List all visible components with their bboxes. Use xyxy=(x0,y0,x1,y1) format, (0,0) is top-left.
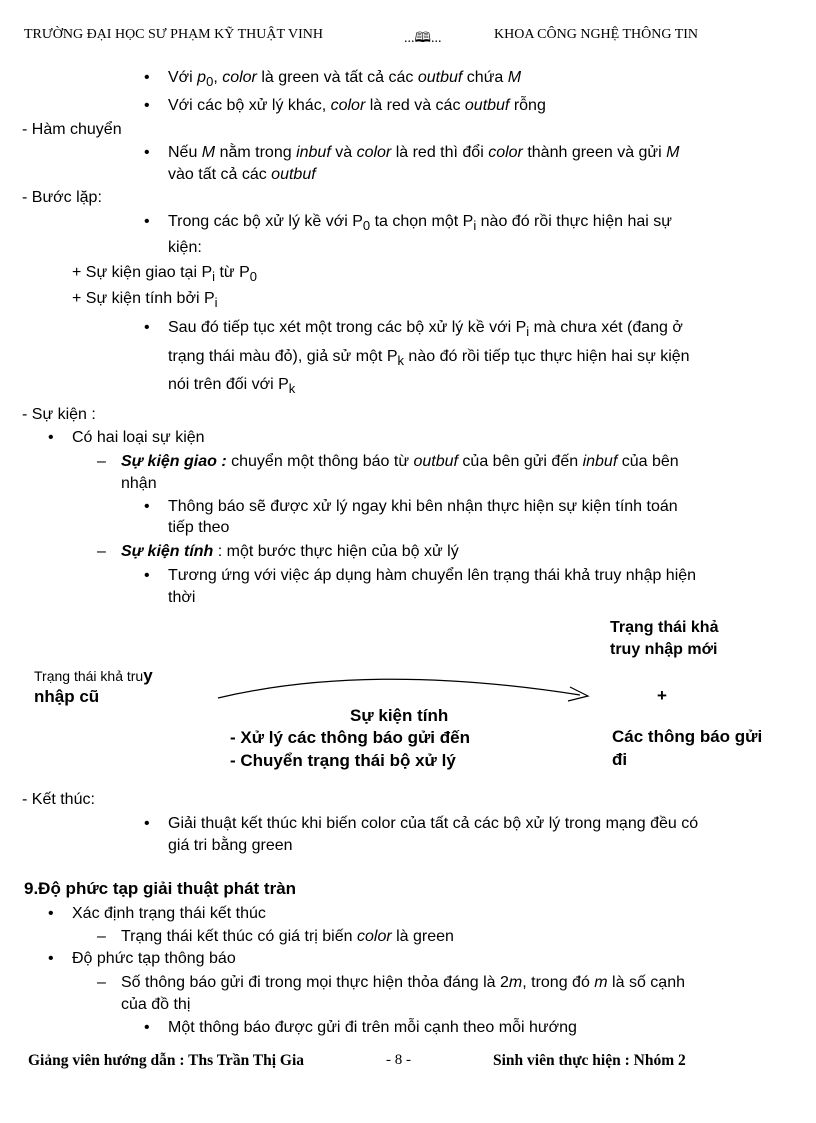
transfer-bullet: • Nếu M nằm trong inbuf và color là red thì đổi color thành green và gửi M xyxy=(168,143,679,163)
end-bullet: • Giải thuật kết thúc khi biến color của tất cả các bộ xử lý trong mạng đều có xyxy=(168,814,698,834)
complexity-bullet-1: • Xác định trạng thái kết thúc xyxy=(72,904,266,924)
loop-bullet-2-cont-1: trạng thái màu đỏ), giả sử một $P_k$ nào đó rồi tiếp tục thực hiện hai sự kiện xyxy=(168,348,690,369)
loop-bullet-2: • Sau đó tiếp tục xét một trong các bộ xử lý kề với $P_i$ mà chưa xét (đang ở xyxy=(168,318,683,342)
diagram-change-state: - Chuyển trạng thái bộ xử lý xyxy=(230,751,456,770)
diagram-compute-event: Sự kiện tính xyxy=(350,706,449,725)
section-title: 9.Độ phức tạp giải thuật phát tràn xyxy=(24,879,297,898)
loop-bullet-1: • Trong các bộ xử lý kề với $P_0$ ta chọn một $P_i$ nào đó rồi thực hiện hai sự xyxy=(168,212,672,236)
diagram-plus: + xyxy=(657,686,667,705)
loop-heading: - Bước lặp: xyxy=(22,189,102,206)
footer-instructor: Giảng viên hướng dẫn : Ths Trần Thị Gia xyxy=(28,1052,305,1069)
events-bullet: • Có hai loại sự kiện xyxy=(72,428,205,448)
footer-student: Sinh viên thực hiện : Nhóm 2 xyxy=(493,1052,686,1069)
event-delivery-note-cont: tiếp theo xyxy=(168,519,230,536)
diagram-new-state: Trạng thái khả truy nhập mới xyxy=(610,619,719,658)
complexity-end-state: – Trạng thái kết thúc có giá trị biến color là green xyxy=(121,927,454,947)
event-compute-def: – Sự kiện tính : một bước thực hiện của bộ xử lý xyxy=(121,542,459,562)
diagram-old-state-line1: Trạng thái khả truy xyxy=(34,666,153,685)
header-right: KHOA CÔNG NGHỆ THÔNG TIN xyxy=(494,27,699,42)
loop-bullet-2-cont-2: nói trên đối với $P_k$ xyxy=(168,376,296,397)
diagram-arrow xyxy=(210,668,600,704)
complexity-per-edge: • Một thông báo được gửi đi trên mỗi cạnh theo mỗi hướng xyxy=(168,1018,577,1038)
complexity-message-count-cont: của đồ thị xyxy=(121,996,191,1013)
header-separator: ...🕮... xyxy=(404,31,442,46)
diagram-sent-messages: Các thông báo gửi đi xyxy=(612,727,763,769)
end-heading: - Kết thúc: xyxy=(22,791,95,808)
complexity-message-count: – Số thông báo gửi đi trong mọi thực hiện thỏa đáng là 2m, trong đó m là số cạnh xyxy=(121,973,685,993)
footer-page-number: - 8 - xyxy=(386,1052,411,1068)
event-delivery-note: • Thông báo sẽ được xử lý ngay khi bên nhận thực hiện sự kiện tính toán xyxy=(168,497,678,517)
end-bullet-cont: giá tri bằng green xyxy=(168,837,293,854)
loop-event-delivery: + Sự kiện giao tại $P_i$ từ $P_0$ xyxy=(72,264,257,285)
event-compute-note: • Tương ứng với việc áp dụng hàm chuyển lên trạng thái khả truy nhập hiện xyxy=(168,566,696,586)
event-compute-note-cont: thời xyxy=(168,589,196,606)
event-delivery-def-cont: nhận xyxy=(121,475,157,492)
event-delivery-def: – Sự kiện giao : chuyển một thông báo từ outbuf của bên gửi đến inbuf của bên xyxy=(121,452,679,472)
diagram-old-state-line2: nhập cũ xyxy=(34,687,100,706)
transfer-bullet-cont: vào tất cả các outbuf xyxy=(168,166,316,183)
diagram-process-messages: - Xử lý các thông báo gửi đến xyxy=(230,728,470,747)
loop-bullet-1-cont: kiện: xyxy=(168,239,202,256)
init-bullet-1: • Với $p_0$, color là green và tất cả các outbuf chứa M xyxy=(168,68,521,92)
loop-event-compute: + Sự kiện tính bởi $P_i$ xyxy=(72,290,218,311)
events-heading: - Sự kiện : xyxy=(22,406,96,423)
complexity-bullet-2: • Độ phức tạp thông báo xyxy=(72,949,236,969)
header-left: TRƯỜNG ĐẠI HỌC SƯ PHẠM KỸ THUẬT VINH xyxy=(24,27,324,42)
init-bullet-2: • Với các bộ xử lý khác, color là red và các outbuf rỗng xyxy=(168,96,546,116)
transfer-heading: - Hàm chuyển xyxy=(22,121,122,138)
